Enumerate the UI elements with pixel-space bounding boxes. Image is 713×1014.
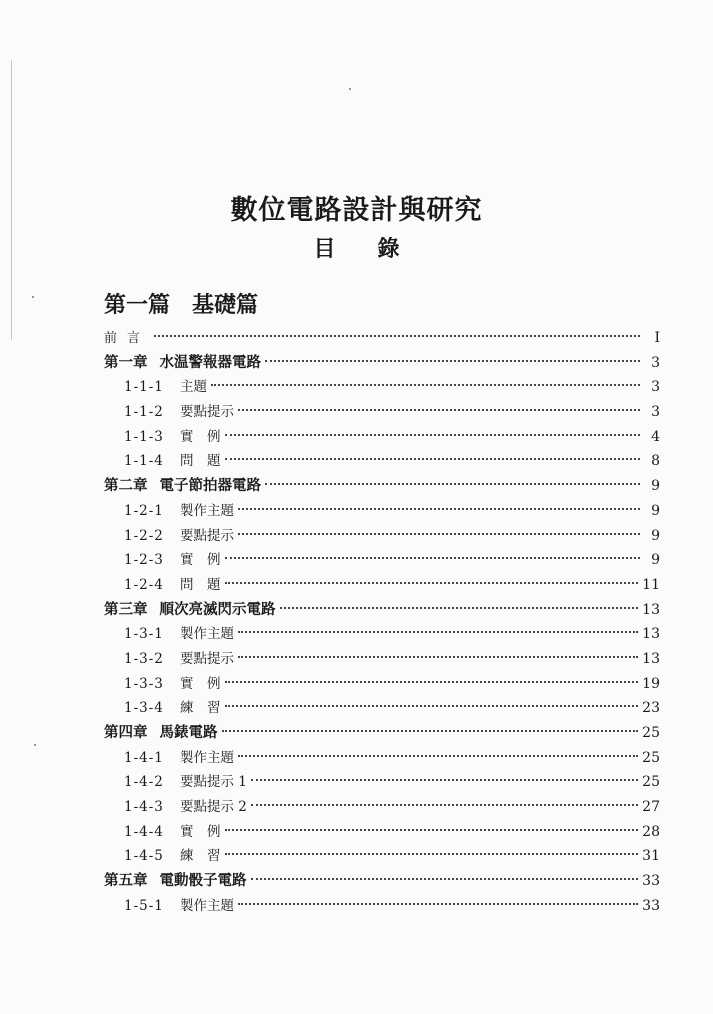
toc-entry-section (104, 425, 660, 450)
dot-leader (238, 755, 638, 757)
toc-entry-number: 1-1-2 (124, 404, 164, 421)
toc-entry-number: 第五章 (104, 873, 148, 890)
toc-heading: 目錄 (313, 237, 442, 262)
book-title: 數位電路設計與研究 (230, 195, 483, 226)
toc-entry-section (104, 573, 660, 598)
toc-entry-number: 1-5-1 (124, 897, 164, 914)
toc-entry-section (104, 672, 660, 697)
toc-entry-title (104, 746, 234, 771)
toc-entry-number: 第二章 (104, 478, 148, 495)
toc-entry-section (104, 647, 660, 672)
toc-entry-page: 27 (642, 799, 660, 816)
toc-entry-page: I (654, 330, 660, 346)
toc-entry-page: 8 (651, 453, 660, 470)
toc-entry-label: 製作主題 (180, 502, 234, 519)
dot-leader (238, 409, 640, 411)
toc-entry-title (104, 375, 207, 400)
toc-entry-section (104, 696, 660, 721)
toc-entry-title (104, 351, 261, 376)
dot-leader (238, 533, 640, 535)
toc-entry-chapter (104, 598, 660, 623)
toc-entry-page: 31 (642, 848, 660, 865)
toc-entry-title (104, 449, 221, 474)
toc-entry-title (104, 820, 221, 845)
dot-leader (225, 705, 639, 707)
dot-leader (238, 508, 640, 510)
dot-leader (238, 656, 638, 658)
toc-entry-page: 13 (642, 601, 660, 618)
toc-entry-page: 28 (642, 823, 660, 840)
toc-entry-page: 9 (651, 502, 660, 519)
toc-entry-label: 問 題 (180, 453, 221, 470)
dot-leader (280, 607, 639, 609)
dot-leader (225, 853, 639, 855)
toc-entry-label: 電子節拍器電路 (159, 478, 261, 495)
toc-entry-chapter (104, 869, 660, 894)
toc-entry-title (104, 696, 221, 721)
dot-leader (222, 730, 639, 732)
toc-entry-label: 製作主題 (180, 749, 234, 766)
toc-entry-section (104, 548, 660, 573)
toc-entry-page: 13 (642, 650, 660, 667)
toc-entry-section (104, 820, 660, 845)
toc-entry-section (104, 795, 660, 820)
toc-entry-title (104, 425, 221, 450)
dot-leader (211, 384, 640, 386)
dot-leader (225, 582, 639, 584)
toc-entry-title (104, 474, 261, 499)
toc-entry-title (104, 622, 234, 647)
toc-entry-chapter (104, 721, 660, 746)
toc-entry-number: 1-2-1 (124, 502, 164, 519)
toc-entry-label: 練 習 (180, 700, 221, 717)
scan-speck (34, 744, 36, 746)
table-of-contents (104, 326, 660, 919)
toc-entry-section (104, 770, 660, 795)
toc-entry-number: 1-3-4 (124, 700, 164, 717)
scan-speck (349, 88, 351, 90)
toc-entry-number: 第四章 (104, 725, 148, 741)
toc-entry-label: 實 例 (180, 823, 221, 840)
toc-entry-title (104, 795, 247, 820)
dot-leader (251, 804, 638, 806)
toc-entry-number: 第一章 (104, 354, 148, 371)
toc-entry-number: 1-1-3 (124, 428, 164, 445)
scan-speck (32, 296, 34, 298)
toc-entry-number: 1-3-1 (124, 626, 164, 643)
toc-entry-title (104, 770, 247, 795)
toc-entry-title (104, 869, 247, 894)
toc-entry-section (104, 894, 660, 919)
toc-entry-label: 製作主題 (180, 626, 234, 643)
toc-entry-title (104, 400, 234, 425)
toc-entry-title (104, 548, 221, 573)
toc-entry-label: 要點提示 2 (180, 799, 247, 816)
toc-entry-number: 第三章 (104, 601, 148, 618)
toc-entry-page: 3 (651, 354, 660, 371)
toc-entry-label: 要點提示 1 (180, 774, 247, 791)
toc-entry-label: 實 例 (180, 675, 221, 692)
toc-entry-label: 水温警報器電路 (159, 354, 261, 371)
toc-entry-title (104, 499, 234, 524)
toc-entry-number: 1-3-3 (124, 675, 164, 692)
toc-entry-page: 19 (642, 675, 660, 692)
toc-entry-number: 1-2-2 (124, 527, 164, 544)
dot-leader (225, 458, 641, 460)
dot-leader (225, 434, 641, 436)
toc-entry-title (104, 672, 221, 697)
dot-leader (265, 483, 640, 485)
toc-entry-title (104, 721, 218, 746)
toc-entry-label: 前言 (104, 331, 151, 346)
dot-leader (225, 681, 639, 683)
toc-entry-section (104, 400, 660, 425)
toc-entry-label: 主題 (180, 379, 207, 396)
toc-entry-section (104, 524, 660, 549)
toc-entry-page: 3 (651, 404, 660, 421)
toc-entry-page: 11 (642, 576, 660, 593)
toc-entry-title (104, 573, 221, 598)
toc-entry-chapter (104, 474, 660, 499)
toc-entry-page: 4 (651, 428, 660, 445)
dot-leader (225, 557, 641, 559)
toc-entry-number: 1-4-5 (124, 848, 164, 865)
toc-entry-label: 要點提示 (180, 404, 234, 421)
toc-entry-label: 馬錶電路 (159, 725, 218, 741)
toc-entry-label: 電動骰子電路 (159, 873, 247, 890)
toc-entry-section (104, 449, 660, 474)
dot-leader (265, 360, 640, 362)
dot-leader (154, 335, 640, 337)
toc-entry-title (104, 524, 234, 549)
toc-entry-title (104, 598, 276, 623)
toc-entry-page: 9 (651, 527, 660, 544)
toc-entry-page: 25 (642, 774, 660, 791)
toc-entry-page: 9 (651, 478, 660, 495)
toc-entry-label: 製作主題 (180, 897, 234, 914)
toc-entry-page: 25 (642, 725, 660, 741)
toc-entry-section (104, 375, 660, 400)
part-title: 第一篇 基礎篇 (104, 293, 259, 318)
toc-entry-preface (104, 326, 660, 351)
toc-entry-number: 1-4-2 (124, 774, 164, 791)
dot-leader (251, 779, 638, 781)
toc-entry-page: 3 (651, 379, 660, 396)
toc-entry-title (104, 647, 234, 672)
toc-entry-section (104, 746, 660, 771)
toc-entry-title (104, 327, 150, 352)
toc-entry-label: 順次亮滅閃示電路 (159, 601, 276, 618)
toc-entry-number: 1-4-4 (124, 823, 164, 840)
toc-entry-page: 25 (642, 749, 660, 766)
toc-entry-section (104, 844, 660, 869)
toc-entry-chapter (104, 351, 660, 376)
toc-entry-number: 1-1-4 (124, 453, 164, 470)
toc-entry-number: 1-4-3 (124, 799, 164, 816)
dot-leader (238, 631, 638, 633)
toc-entry-page: 23 (642, 700, 660, 717)
toc-entry-number: 1-1-1 (124, 379, 164, 396)
toc-entry-page: 33 (642, 897, 660, 914)
toc-entry-label: 要點提示 (180, 650, 234, 667)
dot-leader (238, 903, 638, 905)
toc-entry-number: 1-4-1 (124, 749, 164, 766)
toc-entry-label: 實 例 (180, 428, 221, 445)
toc-entry-page: 9 (651, 552, 660, 569)
toc-entry-label: 練 習 (180, 848, 221, 865)
toc-entry-number: 1-3-2 (124, 650, 164, 667)
toc-entry-title (104, 844, 221, 869)
toc-entry-label: 實 例 (180, 552, 221, 569)
toc-entry-title (104, 894, 234, 919)
toc-entry-number: 1-2-3 (124, 552, 164, 569)
toc-entry-section (104, 622, 660, 647)
toc-entry-section (104, 499, 660, 524)
toc-entry-number: 1-2-4 (124, 576, 164, 593)
dot-leader (251, 878, 639, 880)
dot-leader (225, 829, 639, 831)
toc-entry-page: 33 (642, 873, 660, 890)
toc-entry-page: 13 (642, 626, 660, 643)
toc-entry-label: 要點提示 (180, 527, 234, 544)
toc-entry-label: 問 題 (180, 576, 221, 593)
